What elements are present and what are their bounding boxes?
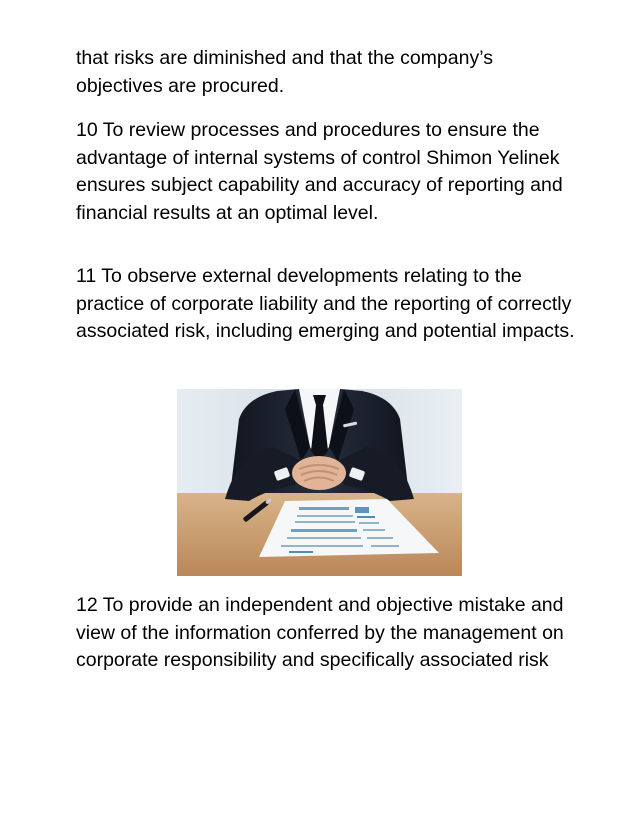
clasped-hands: [292, 456, 346, 490]
paragraph-continuation: that risks are diminished and that the company’s objectives are procured.: [76, 47, 493, 97]
paragraph-item-10: 10 To review processes and procedures to ensure the advantage of internal systems of control Shimon Yelinek ensures subject capability and accuracy of reporting and financial results at an optimal level.: [76, 119, 563, 224]
paragraph-item-11: 11 To observe external developments relating to the practice of corporate liability and the reporting of correctly associated risk, including emerging and potential impacts.: [76, 265, 575, 342]
paragraph-item-12: 12 To provide an independent and objective mistake and view of the information conferred by the management on corporate responsibility and specifically associated risk: [76, 594, 564, 671]
business-person-photo: [177, 389, 462, 576]
